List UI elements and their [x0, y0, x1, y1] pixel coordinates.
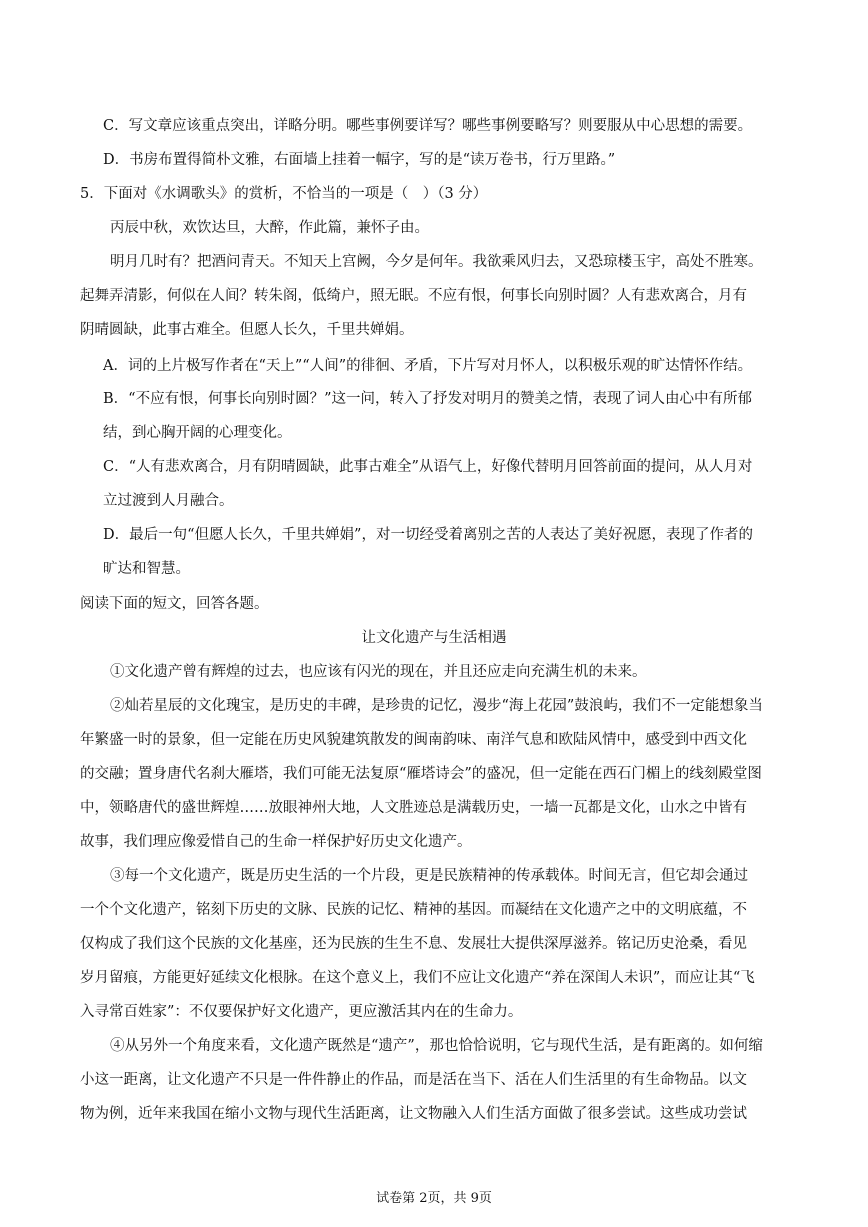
paragraph-line: 故事，我们理应像爱惜自己的生命一样保护好历史文化遗产。	[80, 834, 472, 850]
paragraph-line: ③每一个文化遗产，既是历史生活的一个片段，更是民族精神的传承载体。时间无言，但它却会通过	[110, 868, 748, 884]
q4-option-d: D．书房布置得简朴文雅，右面墙上挂着一幅字，写的是“读万卷书，行万里路。”	[103, 152, 616, 168]
option-line: 旷达和智慧。	[103, 561, 190, 577]
option-line: C．“人有悲欢离合，月有阴晴圆缺，此事古难全”从语气上，好像代替明月回答前面的提问，从人月对	[103, 459, 753, 475]
page-footer: 试卷第 2页，共 9页	[376, 1191, 492, 1206]
paragraph-line: 的交融；置身唐代名刹大雁塔，我们可能无法复原“雁塔诗会”的盛况，但一定能在西石门楣上的线刻殿堂图	[80, 766, 762, 782]
paragraph-line: 入寻常百姓家”：不仅要保护好文化遗产，更应激活其内在的生命力。	[80, 1004, 523, 1020]
reading-title: 让文化遗产与生活相遇	[361, 630, 507, 646]
option-line: D．最后一句“但愿人长久，千里共婵娟”，对一切经受着离别之苦的人表达了美好祝愿，表现了作者的	[103, 527, 753, 543]
paragraph-line: 仅构成了我们这个民族的文化基座，还为民族的生生不息、发展壮大提供深厚滋养。铭记历史沧桑，看见	[80, 936, 747, 952]
poem-line: 明月几时有？把酒问青天。不知天上宫阙，今夕是何年。我欲乘风归去，又恐琼楼玉宇，高处不胜寒。	[110, 254, 763, 270]
paragraph-line: 年繁盛一时的景象，但一定能在历史风貌建筑散发的闽南韵味、南洋气息和欧陆风情中，感受到中西文化	[80, 732, 747, 748]
paragraph-line: 一个个文化遗产，铭刻下历史的文脉、民族的记忆、精神的基因。而凝结在文化遗产之中的文明底蕴，不	[80, 902, 747, 918]
reading-instruction: 阅读下面的短文，回答各题。	[80, 596, 269, 612]
paragraph-line: ②灿若星辰的文化瑰宝，是历史的丰碑，是珍贵的记忆，漫步“海上花园”鼓浪屿，我们不一定能想象当	[110, 698, 763, 714]
option-line: 结，到心胸开阔的心理变化。	[103, 425, 292, 441]
q5-stem: 5．下面对《水调歌头》的赏析，不恰当的一项是（ ）（3 分）	[80, 186, 488, 202]
paragraph-line: 岁月留痕，方能更好延续文化根脉。在这个意义上，我们不应让文化遗产“养在深闺人未识”，而应让其“飞	[80, 970, 755, 986]
paragraph-line: ④从另外一个角度来看，文化遗产既然是“遗产”，那也恰恰说明，它与现代生活，是有距离的。如何缩	[110, 1038, 763, 1054]
paragraph-line: 中，领略唐代的盛世辉煌……放眼神州大地，人文胜迹总是满载历史，一墙一瓦都是文化，山水之中皆有	[80, 800, 747, 816]
q5-option-a: A．词的上片极写作者在“天上”“人间”的徘徊、矛盾，下片写对月怀人，以积极乐观的旷达情怀作结。	[103, 358, 753, 374]
poem-line: 起舞弄清影，何似在人间？转朱阁，低绮户，照无眠。不应有恨，何事长向别时圆？人有悲欢离合，月有	[80, 288, 747, 304]
paragraph-line: 小这一距离，让文化遗产不只是一件件静止的作品，而是活在当下、活在人们生活里的有生命物品。以文	[80, 1072, 747, 1088]
q5-poem-preface: 丙辰中秋，欢饮达旦，大醉，作此篇，兼怀子由。	[110, 220, 429, 236]
paragraph-line: 物为例，近年来我国在缩小文物与现代生活距离，让文物融入人们生活方面做了很多尝试。这些成功尝试	[80, 1106, 747, 1122]
paragraph-line: ①文化遗产曾有辉煌的过去，也应该有闪光的现在，并且还应走向充满生机的未来。	[110, 664, 647, 680]
q4-option-c: C．写文章应该重点突出，详略分明。哪些事例要详写？哪些事例要略写？则要服从中心思想的需要。	[103, 118, 753, 134]
option-line: B．“不应有恨，何事长向别时圆？”这一问，转入了抒发对明月的赞美之情，表现了词人由心中有所郁	[103, 391, 752, 407]
poem-line: 阴晴圆缺，此事古难全。但愿人长久，千里共婵娟。	[80, 322, 414, 338]
option-line: 立过渡到人月融合。	[103, 493, 234, 509]
